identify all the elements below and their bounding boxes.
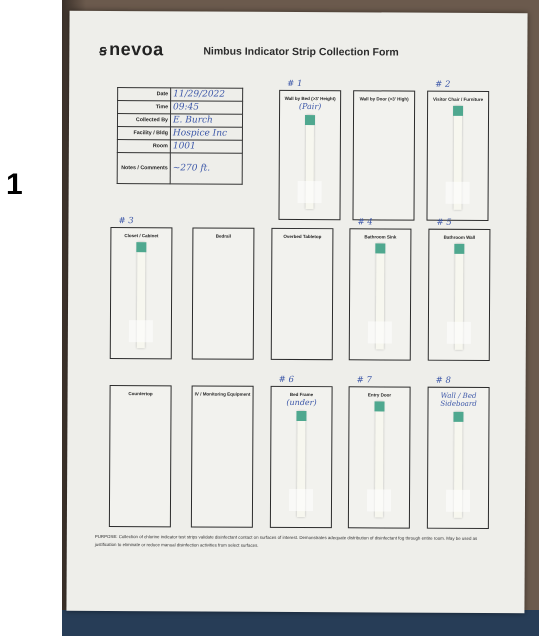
logo-text: nevoa [109,39,164,60]
handwritten-note: (under) [286,397,317,408]
strip-number: # 3 [118,216,134,227]
field-value: 11/29/2022 [171,88,243,101]
form-title: Nimbus Indicator Strip Collection Form [203,45,399,59]
strip-number: # 1 [287,78,303,90]
strip-number: # 5 [436,217,452,228]
info-row [118,101,243,115]
location-label: Overbed Tabletop [283,233,322,240]
field-label: Date [118,88,171,101]
location-box [191,385,254,527]
collection-form [66,11,527,613]
strip-number: # 6 [278,374,294,385]
tape-piece [368,321,392,343]
reagent-pad [453,412,463,422]
tape-piece [446,490,470,512]
reagent-pad [296,411,306,421]
location-label: Visitor Chair / Furniture [433,96,484,102]
tape-piece [289,489,313,511]
tape-piece [367,489,391,511]
field-label: Collected By [117,114,170,127]
reagent-pad [136,242,146,252]
photo [62,0,539,636]
tape-piece [447,322,471,344]
info-row [118,88,243,102]
location-label: Wall by Bed (>3' Height) [284,95,336,102]
info-row [117,114,242,128]
reagent-pad [453,106,463,116]
location-box [110,227,173,359]
info-row [117,127,242,141]
field-value: Hospice Inc [170,127,242,140]
purpose-footer: PURPOSE: Collection of chlorine indicator test strips validate disinfectant contact on surfaces of interest. Demonstrates adequate distribution of disinfectant fog through entire room. May be used as justification to eliminate or reduce manual disinfection activities from select surfaces. [94,533,478,548]
reagent-pad [305,115,315,125]
location-box [192,227,255,359]
handwritten-note: (Pair) [298,102,322,112]
field-label: Notes / Comments [117,153,170,184]
location-box [428,229,491,361]
handwritten-note: Wall / Bed Sideboard [440,391,477,408]
location-label: Bedrail [215,233,232,239]
location-label: Bathroom Wall [443,234,476,240]
location-label: Countertop [128,391,153,397]
logo-mark-icon: ꞩ [99,41,108,59]
location-label: IV / Monitoring Equipment [194,391,251,397]
location-box [271,228,334,360]
field-label: Time [118,101,171,114]
tape-piece [446,182,470,204]
reagent-pad [375,243,385,253]
tape-piece [298,181,322,203]
tape-piece [129,320,153,342]
location-label: Entry Door [367,392,392,398]
strip-number: # 8 [435,375,451,386]
location-box [270,386,333,528]
reagent-pad [454,244,464,254]
location-label: Bathroom Sink [364,234,397,240]
info-table [117,87,244,185]
location-label: Bed Frame [289,391,314,398]
field-value: E. Burch [170,114,242,127]
location-box [426,91,489,221]
field-value: 1001 [170,140,242,153]
nevoa-logo [99,39,163,60]
location-box [349,228,412,360]
info-row [117,153,242,185]
location-box [352,90,415,220]
strip-number: # 7 [356,375,372,386]
desk-surface [62,610,539,636]
location-box [427,387,490,529]
reagent-pad [374,401,384,411]
strip-number: # 4 [357,217,373,228]
location-label: Wall by Door (>3' High) [359,96,409,102]
field-label: Facility / Bldg [117,127,170,140]
field-label: Room [117,140,170,153]
location-label: Closet / Cabinet [124,233,159,239]
field-value: 09:45 [171,101,243,114]
location-box [109,385,172,527]
location-box [278,90,341,220]
field-value: ~270 ft. [170,153,242,184]
strip-number: # 2 [435,79,451,90]
info-row [117,140,242,154]
figure-label: 1 [6,168,23,201]
location-box [348,386,411,528]
